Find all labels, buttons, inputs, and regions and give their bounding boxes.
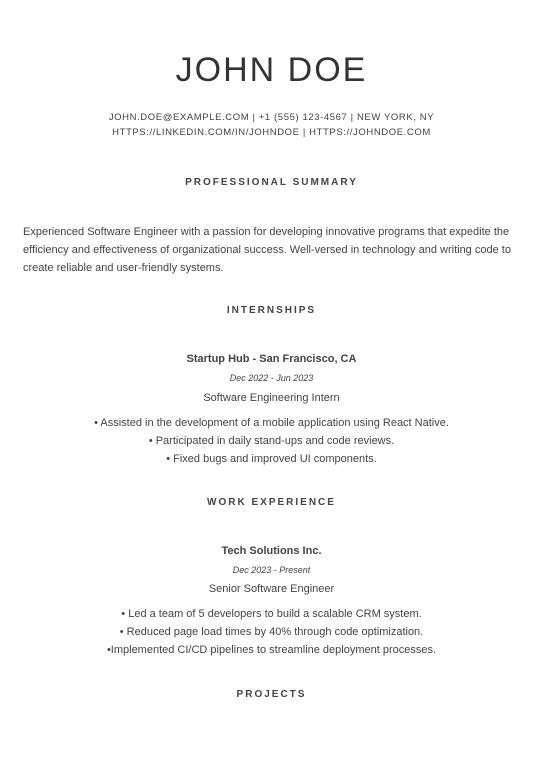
entry-role: Software Engineering Intern [203,392,340,404]
section-title-summary: PROFESSIONAL SUMMARY [185,177,358,188]
candidate-name: JOHN DOE [175,51,368,89]
bullet-item: • Assisted in the development of a mobile application using React Native. [94,417,449,429]
summary-text: Experienced Software Engineer with a passion for developing innovative programs that expedite the efficiency and effectiveness of organizational success. Well-versed in technology and writing code to create reliable and user-friendly systems. [23,226,511,274]
entry-dates: Dec 2023 - Present [232,565,311,575]
entry-bullet-list [0,605,543,659]
bullet-item: • Reduced page load times by 40% through code optimization. [119,626,424,638]
bullet-item: • Fixed bugs and improved UI components. [166,453,377,465]
entry-role: Senior Software Engineer [208,583,335,595]
entry-organization: Startup Hub - San Francisco, CA [186,353,357,365]
section-title-internships: INTERNSHIPS [226,305,317,316]
bullet-item: •Implemented CI/CD pipelines to streamline deployment processes. [106,644,437,656]
bullet-item: • Participated in daily stand-ups and code reviews. [148,435,395,447]
section-title-projects: PROJECTS [236,689,307,700]
contact-line-primary: JOHN.DOE@EXAMPLE.COM | +1 (555) 123-4567 | NEW YORK, NY [108,112,435,123]
entry-dates: Dec 2022 - Jun 2023 [229,373,314,383]
contact-line-links: HTTPS://LINKEDIN.COM/IN/JOHNDOE | HTTPS://JOHNDOE.COM [112,127,431,138]
section-title-work-experience: WORK EXPERIENCE [207,497,336,508]
entry-organization: Tech Solutions Inc. [221,545,322,557]
bullet-item: • Led a team of 5 developers to build a scalable CRM system. [121,608,422,620]
entry-bullet-list [0,414,543,468]
